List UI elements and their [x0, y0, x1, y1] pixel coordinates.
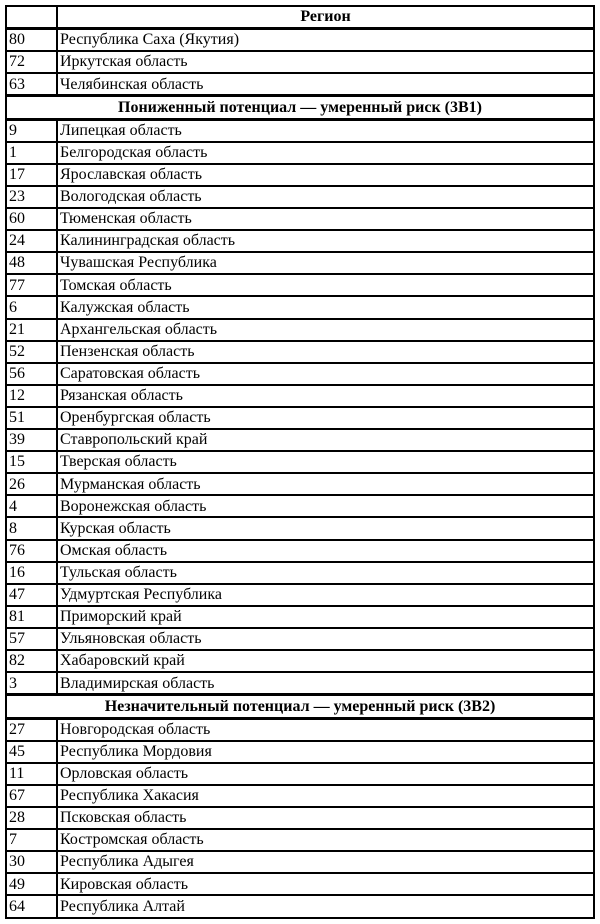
table-row [6, 807, 594, 829]
region-name-cell: Ярославская область [57, 164, 594, 186]
region-number-cell: 12 [6, 385, 57, 407]
section-header-row [6, 96, 594, 119]
table-row [6, 319, 594, 341]
region-name-cell: Хабаровский край [57, 650, 594, 672]
table-row [6, 672, 594, 695]
region-name-cell: Вологодская область [57, 186, 594, 208]
region-number-cell: 6 [6, 296, 57, 318]
region-name-cell: Калужская область [57, 296, 594, 318]
region-name-cell: Республика Хакасия [57, 785, 594, 807]
region-number-cell: 67 [6, 785, 57, 807]
table-row [6, 274, 594, 296]
region-name-cell: Архангельская область [57, 319, 594, 341]
region-number-cell: 51 [6, 407, 57, 429]
region-number-cell: 80 [6, 29, 57, 52]
table-row [6, 829, 594, 851]
table-row [6, 495, 594, 517]
region-number-cell: 60 [6, 208, 57, 230]
table-row [6, 540, 594, 562]
region-number-cell: 27 [6, 718, 57, 741]
region-name-cell: Липецкая область [57, 119, 594, 142]
region-number-cell: 7 [6, 829, 57, 851]
region-number-cell: 23 [6, 186, 57, 208]
region-number-cell: 39 [6, 429, 57, 451]
region-number-cell: 45 [6, 741, 57, 763]
region-number-cell: 24 [6, 230, 57, 252]
region-name-cell: Тульская область [57, 562, 594, 584]
region-name-cell: Чувашская Республика [57, 252, 594, 274]
table-row [6, 363, 594, 385]
region-number-cell: 9 [6, 119, 57, 142]
region-number-cell: 15 [6, 451, 57, 473]
region-name-cell: Орловская область [57, 763, 594, 785]
table-row [6, 73, 594, 96]
region-number-cell: 11 [6, 763, 57, 785]
table-row [6, 562, 594, 584]
region-name-cell: Приморский край [57, 606, 594, 628]
region-name-cell: Ставропольский край [57, 429, 594, 451]
region-number-cell: 1 [6, 142, 57, 164]
region-name-cell: Республика Адыгея [57, 851, 594, 873]
region-number-cell: 26 [6, 473, 57, 495]
region-number-cell: 21 [6, 319, 57, 341]
region-name-cell: Тюменская область [57, 208, 594, 230]
region-number-cell: 28 [6, 807, 57, 829]
region-name-cell: Калининградская область [57, 230, 594, 252]
region-name-cell: Пензенская область [57, 341, 594, 363]
regions-table [5, 5, 595, 919]
table-row [6, 785, 594, 807]
region-name-cell: Кировская область [57, 873, 594, 895]
table-row [6, 873, 594, 895]
region-name-cell: Челябинская область [57, 73, 594, 96]
region-number-cell: 57 [6, 628, 57, 650]
region-number-cell: 17 [6, 164, 57, 186]
table-row [6, 407, 594, 429]
region-number-cell: 30 [6, 851, 57, 873]
region-number-cell: 47 [6, 584, 57, 606]
table-row [6, 473, 594, 495]
region-name-cell: Костромская область [57, 829, 594, 851]
table-row [6, 119, 594, 142]
region-number-cell: 4 [6, 495, 57, 517]
region-name-cell: Ульяновская область [57, 628, 594, 650]
region-number-cell: 49 [6, 873, 57, 895]
header-row [6, 6, 594, 29]
region-number-cell: 63 [6, 73, 57, 96]
region-number-cell: 72 [6, 51, 57, 73]
region-number-cell: 16 [6, 562, 57, 584]
table-row [6, 186, 594, 208]
section-title: Пониженный потенциал — умеренный риск (3В1) [6, 96, 594, 119]
region-number-cell: 48 [6, 252, 57, 274]
table-row [6, 164, 594, 186]
region-number-cell: 76 [6, 540, 57, 562]
table-row [6, 341, 594, 363]
table-row [6, 606, 594, 628]
region-name-cell: Республика Саха (Якутия) [57, 29, 594, 52]
region-number-cell: 8 [6, 517, 57, 539]
region-name-cell: Рязанская область [57, 385, 594, 407]
table-row [6, 895, 594, 918]
table-row [6, 51, 594, 73]
table-row [6, 29, 594, 52]
table-row [6, 429, 594, 451]
region-name-cell: Тверская область [57, 451, 594, 473]
region-name-cell: Удмуртская Республика [57, 584, 594, 606]
table-row [6, 517, 594, 539]
region-name-cell: Республика Мордовия [57, 741, 594, 763]
region-name-cell: Мурманская область [57, 473, 594, 495]
region-number-cell: 64 [6, 895, 57, 918]
region-name-cell: Саратовская область [57, 363, 594, 385]
table-row [6, 385, 594, 407]
region-name-cell: Республика Алтай [57, 895, 594, 918]
section-header-row [6, 695, 594, 718]
region-number-cell: 82 [6, 650, 57, 672]
table-row [6, 741, 594, 763]
table-row [6, 142, 594, 164]
region-name-cell: Воронежская область [57, 495, 594, 517]
region-name-cell: Владимирская область [57, 672, 594, 695]
table-row [6, 851, 594, 873]
region-name-cell: Иркутская область [57, 51, 594, 73]
col-header-region: Регион [57, 6, 594, 29]
section-title: Незначительный потенциал — умеренный риск (3В2) [6, 695, 594, 718]
regions-table-head [6, 6, 594, 29]
region-number-cell: 77 [6, 274, 57, 296]
region-name-cell: Белгородская область [57, 142, 594, 164]
region-name-cell: Курская область [57, 517, 594, 539]
table-row [6, 451, 594, 473]
region-name-cell: Омская область [57, 540, 594, 562]
region-number-cell: 3 [6, 672, 57, 695]
region-name-cell: Оренбургская область [57, 407, 594, 429]
table-row [6, 208, 594, 230]
table-row [6, 628, 594, 650]
region-name-cell: Томская область [57, 274, 594, 296]
region-name-cell: Новгородская область [57, 718, 594, 741]
table-row [6, 763, 594, 785]
table-row [6, 230, 594, 252]
region-number-cell: 52 [6, 341, 57, 363]
table-row [6, 650, 594, 672]
region-name-cell: Псковская область [57, 807, 594, 829]
region-number-cell: 56 [6, 363, 57, 385]
table-row [6, 252, 594, 274]
region-number-cell: 81 [6, 606, 57, 628]
table-row [6, 584, 594, 606]
regions-table-body [6, 29, 594, 919]
col-header-number [6, 6, 57, 29]
table-row [6, 296, 594, 318]
table-row [6, 718, 594, 741]
